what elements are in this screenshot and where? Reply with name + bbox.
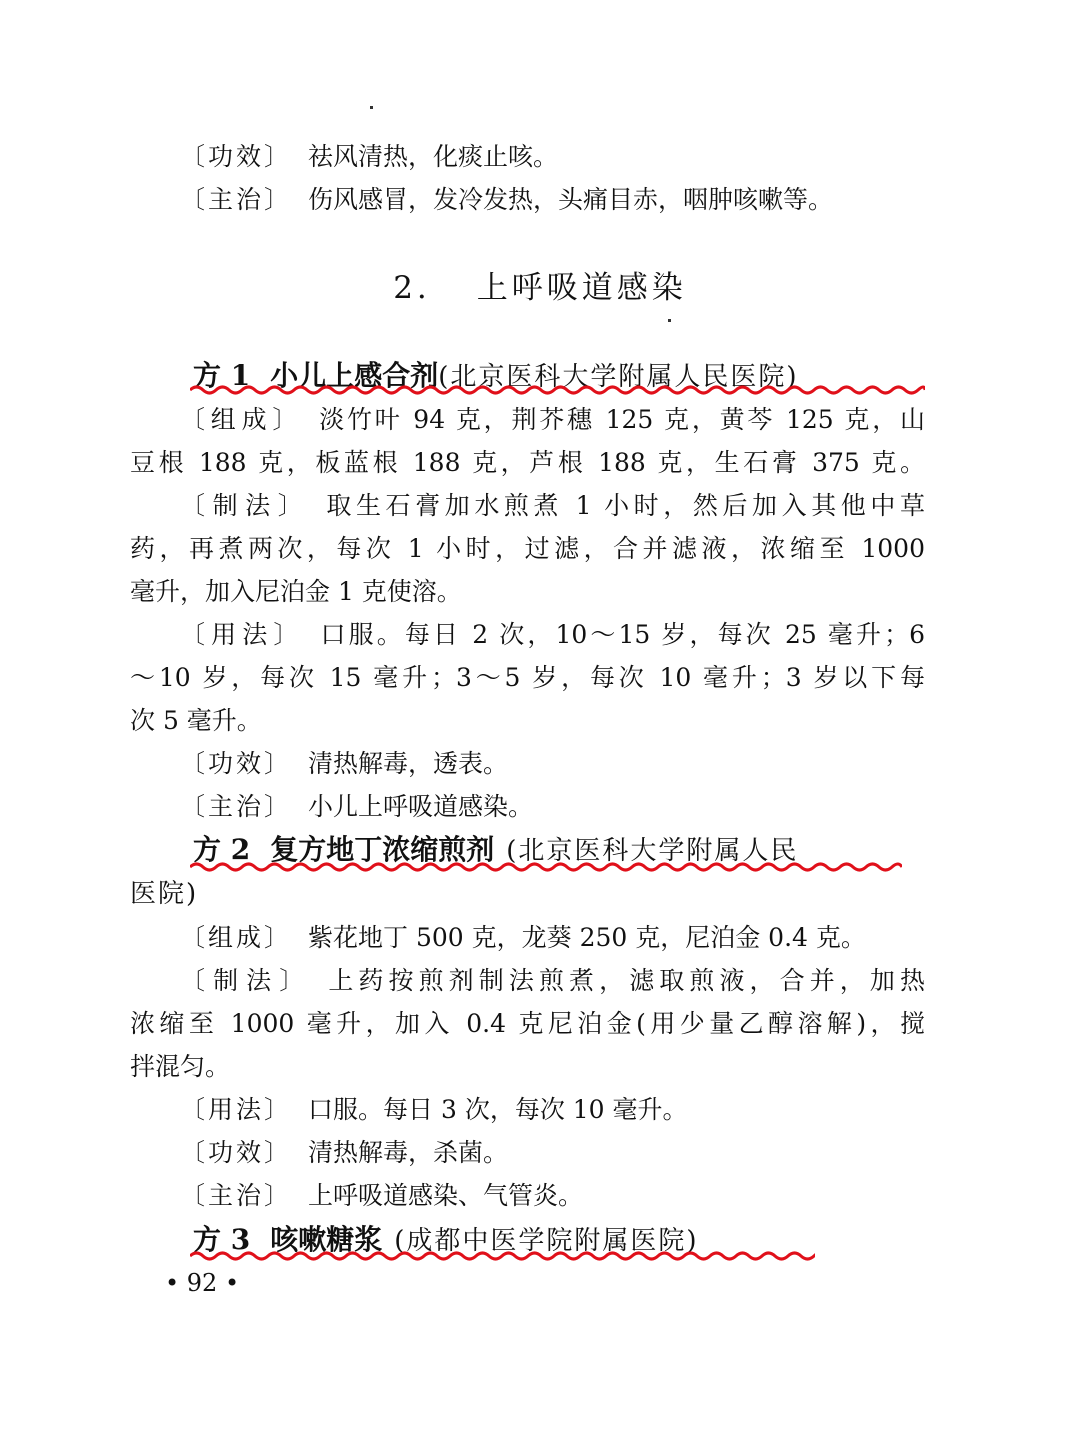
fang2-heading-cont [130,877,925,911]
zucheng-text: 紫花地丁 500 克，龙葵 250 克，尼泊金 0.4 克。 [308,923,866,952]
section-number: 2. [393,270,431,306]
zucheng-label: 〔组成〕 [180,405,304,434]
fang2-name: 复方地丁浓缩煎剂 [270,833,495,866]
gongxiao-text: 清热解毒，透表。 [308,749,509,778]
fang1-number: 方 1 [193,359,251,392]
fang2-number: 方 2 [193,833,251,866]
zhifa-text-2: 药，再煮两次，每次 1 小时，过滤，合并滤液，浓缩至 1000 [130,534,925,563]
fang2-zhuzhi-row [180,1179,925,1213]
top-zhuzhi-row [180,183,925,217]
zhifa-text-2: 浓缩至 1000 毫升，加入 0.4 克尼泊金(用少量乙醇溶解)，搅 [130,1009,925,1038]
fang1-gongxiao-row [180,747,925,781]
gongxiao-label: 〔功效〕 [180,142,293,171]
zhuzhi-label: 〔主治〕 [180,185,293,214]
yongfa-text-3: 次 5 毫升。 [130,706,262,735]
fang2-wavy-underline [190,859,902,875]
gongxiao-label: 〔功效〕 [180,1138,293,1167]
fang1-source: (北京医科大学附属人民医院) [438,362,799,392]
zhuzhi-text: 小儿上呼吸道感染。 [308,792,534,821]
fang2-gongxiao-row [180,1136,925,1170]
zucheng-label: 〔组成〕 [180,923,293,952]
wave-path [190,864,902,870]
zhifa-label: 〔制法〕 [180,491,311,520]
fang1-zucheng-line2 [130,446,925,480]
fang2-zucheng-row [180,921,925,955]
gongxiao-text: 清热解毒，杀菌。 [308,1138,509,1167]
page-number: • 92 • [165,1269,240,1297]
section-heading [0,266,1080,310]
top-gongxiao-row [180,140,925,174]
scan-speck [370,106,373,109]
fang1-zhifa-line3 [130,575,925,609]
fang1-zhifa-line1 [180,489,925,523]
fang1-zucheng-line1 [180,403,925,437]
zhifa-text-1: 上药按煎剂制法煎煮，滤取煎液，合并，加热 [328,966,925,995]
fang2-yongfa-row [180,1093,925,1127]
fang1-wavy-underline [190,382,925,398]
fang3-wavy-underline [190,1248,815,1264]
zhuzhi-text: 上呼吸道感染、气管炎。 [308,1181,584,1210]
gongxiao-text: 祛风清热，化痰止咳。 [308,142,559,171]
zucheng-text-1: 淡竹叶 94 克，荆芥穗 125 克，黄芩 125 克，山 [319,405,925,434]
fang3-name: 咳嗽糖浆 [270,1223,383,1256]
fang2-zhifa-line2 [130,1007,925,1041]
fang3-source: (成都中医学院附属医院) [394,1226,699,1256]
yongfa-text-1: 口服。每日 2 次，10～15 岁，每次 25 毫升；6 [320,620,925,649]
fang3-number: 方 3 [193,1223,251,1256]
wave-path [190,387,925,393]
yongfa-text-2: ～10 岁，每次 15 毫升；3～5 岁，每次 10 毫升；3 岁以下每 [130,663,925,692]
yongfa-label: 〔用法〕 [180,620,305,649]
fang2-zhifa-line1 [180,964,925,998]
zhifa-text-3: 毫升，加入尼泊金 1 克使溶。 [130,577,462,606]
fang2-source: (北京医科大学附属人民 [506,836,799,866]
fang1-zhuzhi-row [180,790,925,824]
fang1-zhifa-line2 [130,532,925,566]
zhuzhi-label: 〔主治〕 [180,792,293,821]
section-title: 上呼吸道感染 [476,270,687,306]
zhifa-text-3: 拌混匀。 [130,1052,231,1081]
fang1-yongfa-line2 [130,661,925,695]
yongfa-text: 口服。每日 3 次，每次 10 毫升。 [308,1095,688,1124]
scan-speck [668,319,671,322]
wave-path [190,1253,815,1259]
fang1-name: 小儿上感合剂 [270,359,439,392]
zucheng-text-2: 豆根 188 克，板蓝根 188 克，芦根 188 克，生石膏 375 克。 [130,448,925,477]
zhuzhi-text: 伤风感冒，发冷发热，头痛目赤，咽肿咳嗽等。 [308,185,834,214]
zhuzhi-label: 〔主治〕 [180,1181,293,1210]
zhifa-text-1: 取生石膏加水煎煮 1 小时，然后加入其他中草 [326,491,925,520]
gongxiao-label: 〔功效〕 [180,749,293,778]
fang2-zhifa-line3 [130,1050,925,1084]
yongfa-label: 〔用法〕 [180,1095,293,1124]
zhifa-label: 〔制法〕 [180,966,313,995]
fang1-yongfa-line1 [180,618,925,652]
fang1-yongfa-line3 [130,704,925,738]
fang2-source-cont: 医院) [130,879,199,909]
